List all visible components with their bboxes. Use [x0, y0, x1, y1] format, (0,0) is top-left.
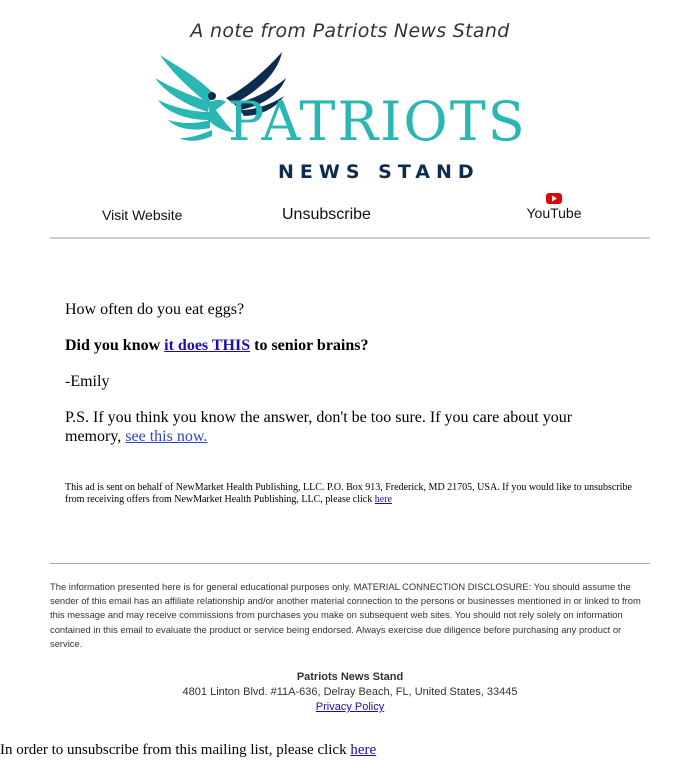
patriots-logo[interactable] [150, 50, 550, 185]
youtube-label: YouTube [526, 205, 582, 221]
visit-website-link[interactable]: Visit Website [102, 207, 183, 223]
message-line-1: How often do you eat eggs? [65, 301, 245, 318]
headline-pre: Did you know [65, 337, 165, 354]
divider [50, 563, 650, 564]
ps-paragraph [65, 408, 625, 446]
message-headline [65, 336, 625, 355]
see-this-now-link[interactable]: see this now. [125, 428, 208, 445]
eagle-icon [155, 55, 234, 141]
bottom-unsubscribe-here-link[interactable]: here [350, 742, 377, 758]
privacy-policy-link[interactable]: Privacy Policy [315, 701, 385, 713]
ad-unsubscribe-here-link[interactable]: here [374, 493, 392, 505]
ad-disclaimer-text: This ad is sent on behalf of NewMarket Health Publishing, LLC. P.O. Box 913, Frederick, MD 21705, USA. If you would like to unsubscribe from receiving offers from NewMarket Health Publishing, LLC, please click [65, 482, 632, 505]
signature: -Emily [65, 373, 110, 390]
header-note: A note from Patriots News Stand [190, 20, 510, 42]
youtube-link[interactable] [526, 193, 582, 221]
youtube-icon [546, 193, 562, 204]
ps-text: P.S. If you think you know the answer, don't be too sure. If you care about your memory, [65, 409, 573, 445]
footer [0, 670, 700, 715]
bottom-unsubscribe-text: In order to unsubscribe from this mailing list, please click [0, 742, 351, 758]
headline-post: to senior brains? [250, 337, 369, 354]
message-body [65, 300, 625, 463]
unsubscribe-link[interactable]: Unsubscribe [282, 206, 371, 223]
material-disclosure: The information presented here is for general educational purposes only. MATERIAL CONNECTION DISCLOSURE: You should assume the sender of this email has an affiliate relationship and/or another material connection to the persons or businesses mentioned in or linked to from this message and may receive commissions from purchases you make on subsequent web sites. You should not rely solely on information contained in this email to evaluate the product or service being endorsed. Always exercise due diligence before purchasing any product or service. [50, 581, 641, 649]
bottom-unsubscribe [0, 742, 700, 759]
footer-company: Patriots News Stand [296, 671, 404, 683]
top-nav [50, 193, 650, 239]
logo-word-news-stand: NEWS STAND [278, 161, 480, 183]
logo-word-patriots: PATRIOTS [228, 90, 527, 153]
ad-disclaimer [65, 482, 635, 505]
footer-address: 4801 Linton Blvd. #11A-636, Delray Beach, FL, United States, 33445 [182, 686, 518, 698]
it-does-this-link[interactable]: it does THIS [164, 337, 251, 354]
